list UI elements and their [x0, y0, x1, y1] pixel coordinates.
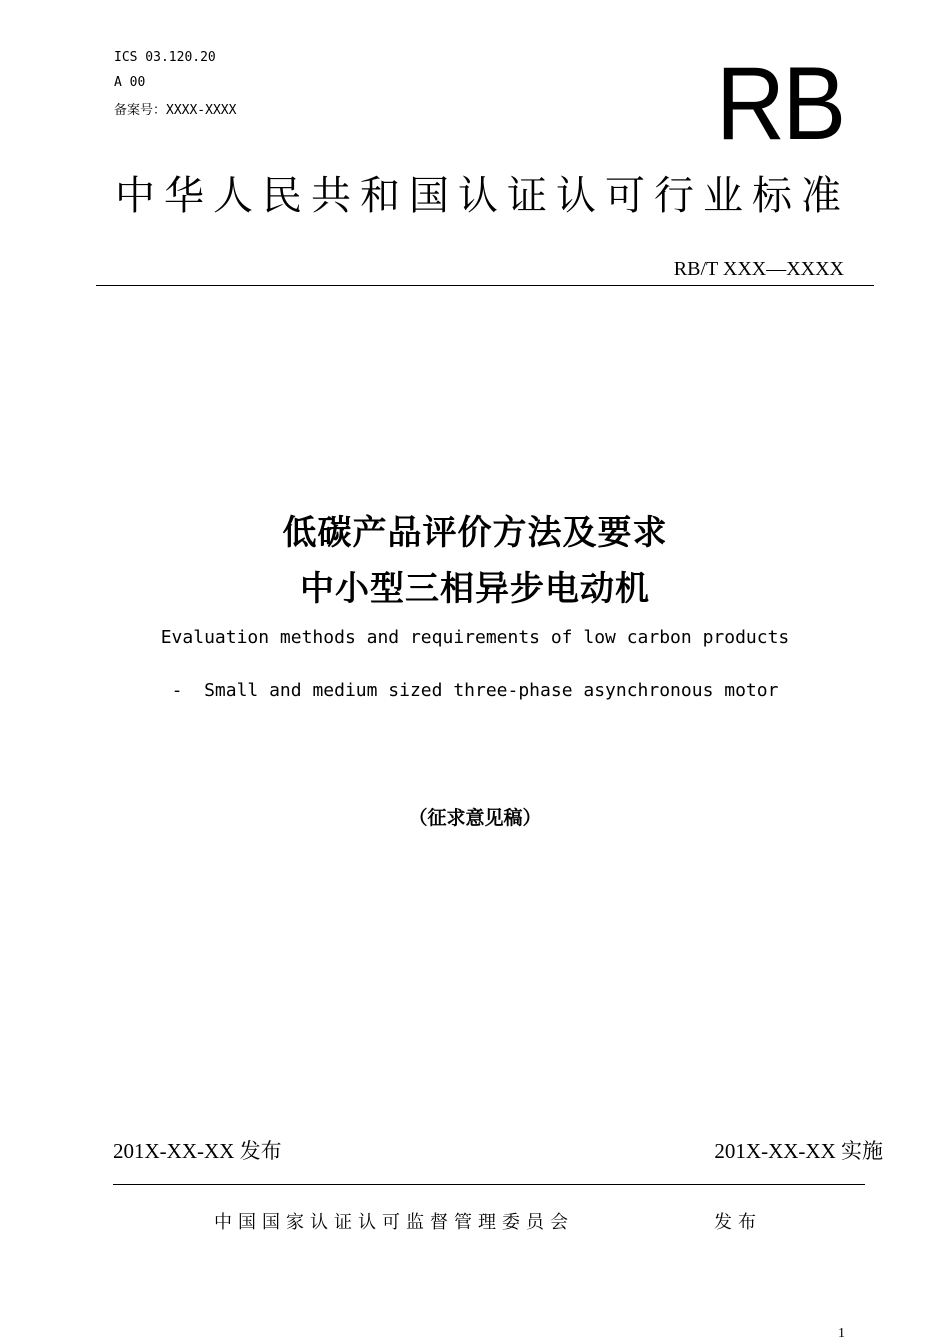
- filing-number: 备案号：XXXX-XXXX: [114, 103, 237, 118]
- footer-divider: [113, 1184, 865, 1185]
- draft-status-note: （征求意见稿）: [408, 807, 542, 829]
- classification-code: A 00: [114, 75, 146, 90]
- issued-label: 发布: [714, 1212, 762, 1233]
- document-title-line-2: 中小型三相异步电动机: [300, 569, 650, 609]
- issue-date: 201X-XX-XX 发布: [113, 1139, 282, 1163]
- ics-code: ICS 03.120.20: [114, 50, 216, 65]
- header-divider: [96, 285, 874, 286]
- implementation-date: 201X-XX-XX 实施: [714, 1139, 883, 1163]
- standard-title: 中华人民共和国认证认可行业标准: [115, 173, 850, 219]
- english-title-line-2: - Small and medium sized three-phase asynchronous motor: [171, 680, 779, 701]
- rb-logo: RB: [716, 46, 844, 162]
- page-number: 1: [838, 1326, 845, 1341]
- standard-number: RB/T XXX—XXXX: [673, 258, 844, 280]
- issuing-authority: 中国国家认证认可监督管理委员会: [214, 1212, 574, 1233]
- document-title-line-1: 低碳产品评价方法及要求: [282, 513, 668, 553]
- english-title-line-1: Evaluation methods and requirements of low carbon products: [160, 627, 790, 648]
